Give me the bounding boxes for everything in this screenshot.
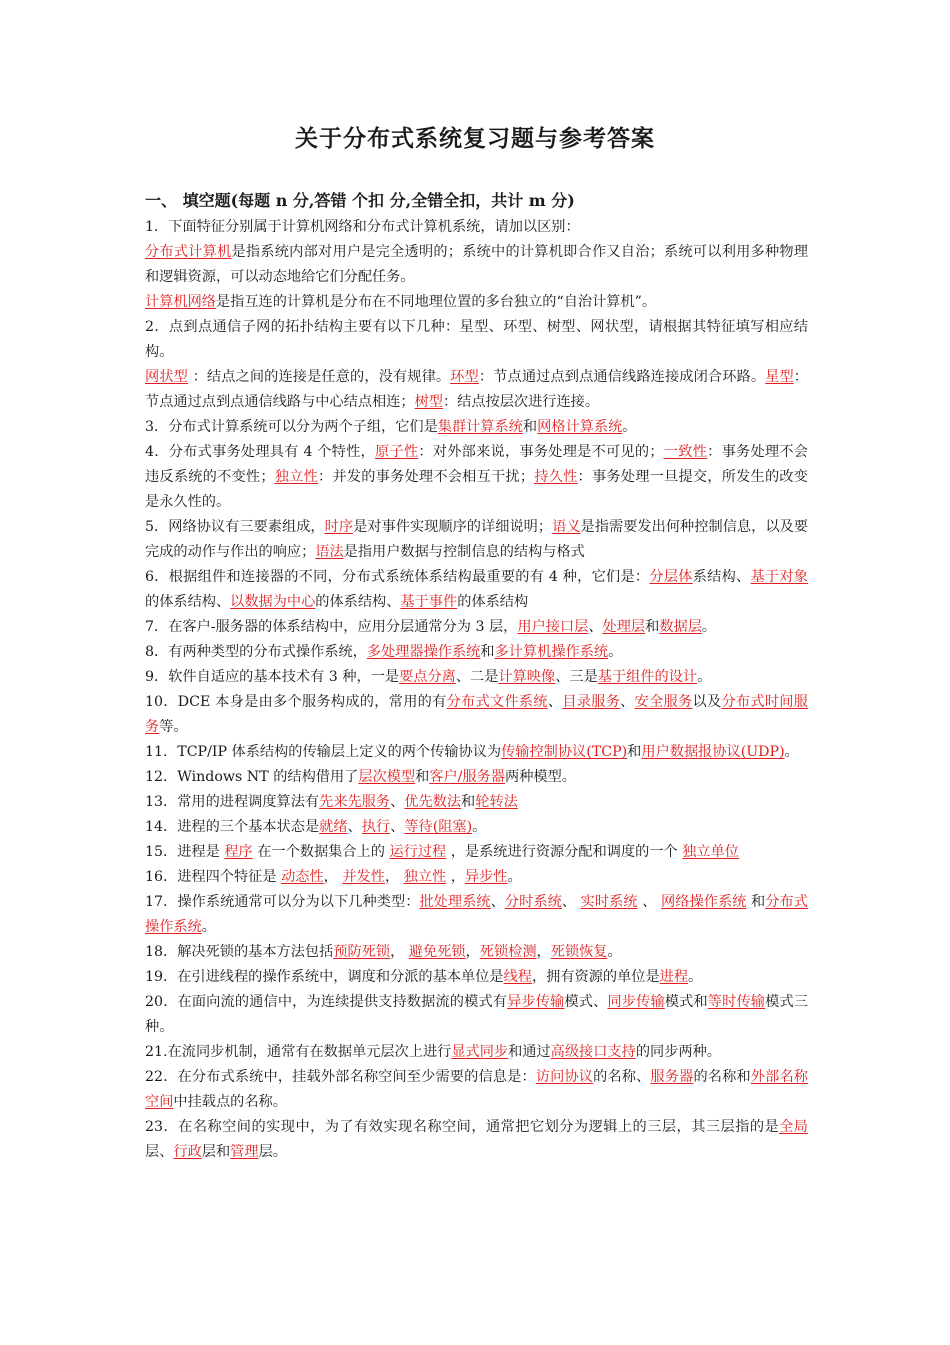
question-item (145, 640, 808, 665)
question-text: 1．下面特征分别属于计算机网络和分布式计算机系统，请加以区别： (145, 219, 580, 235)
question-text: 模式三种。 (145, 994, 808, 1035)
question-text: 是指互连的计算机是分布在不同地理位置的多台独立的“自治计算机”。 (215, 294, 657, 310)
answer-text: 一致性 (663, 444, 708, 460)
question-text: 层。 (258, 1144, 287, 1160)
question-item (145, 440, 808, 515)
answer-text: 多处理器操作系统 (366, 644, 481, 660)
question-text: 20．在面向流的通信中，为连续提供支持数据流的模式有 (145, 994, 508, 1010)
question-text: 是指系统内部对用户是完全透明的；系统中的计算机即合作又自治；系统可以利用多种物理和逻辑资源，可以动态地给它们分配任务。 (145, 244, 808, 285)
question-text: 17．操作系统通常可以分为以下几种类型： (145, 894, 420, 910)
answer-text: 等待(阻塞) (404, 819, 473, 835)
answer-text: 基于事件 (400, 594, 458, 610)
question-text: ，是系统进行资源分配和调度的一个 (446, 844, 683, 860)
question-text: 、 (390, 819, 405, 835)
answer-text: 网状型 (145, 369, 188, 385)
answer-text: 行政 (173, 1144, 202, 1160)
answer-text: 死锁恢复 (550, 944, 608, 960)
answer-text: 预防死锁 (333, 944, 391, 960)
answer-text: 进程 (659, 969, 689, 985)
question-item (145, 415, 808, 440)
answer-text: 显式同步 (451, 1044, 509, 1060)
question-text: 模式和 (664, 994, 708, 1010)
answer-text: 全局 (779, 1119, 808, 1135)
document-title: 关于分布式系统复习题与参考答案 (295, 126, 655, 152)
question-item (145, 315, 808, 365)
question-text: 层、 (145, 1144, 174, 1160)
question-text: 和通过 (508, 1044, 551, 1060)
answer-text: 分时系统 (504, 894, 562, 910)
answer-text: 优先数法 (404, 794, 462, 810)
answer-text: 分布式计算机 (145, 244, 232, 260)
question-item (145, 1040, 808, 1065)
question-item (145, 615, 808, 640)
question-text: 、 (588, 619, 603, 635)
question-text: 。 (697, 669, 712, 685)
answer-text: 基于组件的设计 (597, 669, 698, 685)
answer-text: 同步传输 (607, 994, 665, 1010)
question-text: 13．常用的进程调度算法有 (145, 794, 320, 810)
answer-text: 处理层 (602, 619, 646, 635)
question-text: ， (323, 869, 343, 885)
question-text: 5．网络协议有三要素组成， (145, 519, 325, 535)
question-text: 、二是 (455, 669, 499, 685)
question-item (145, 565, 808, 615)
question-text: ， (384, 869, 404, 885)
answer-text: 计算映像 (498, 669, 556, 685)
question-text: 。 (507, 869, 522, 885)
question-text: 的名称、 (593, 1069, 651, 1085)
question-text: ：节点通过点到点通信线路与中心结点相连； (145, 369, 808, 410)
question-item (145, 215, 808, 240)
answer-text: 管理 (230, 1144, 259, 1160)
answer-text: 分布式文件系统 (446, 694, 548, 710)
question-text: 、 (390, 794, 405, 810)
question-text: 的体系结构、 (315, 594, 401, 610)
question-text: 、 (547, 694, 563, 710)
answer-text: 原子性 (375, 444, 419, 460)
question-text: 层和 (201, 1144, 231, 1160)
question-text: 19．在引进线程的操作系统中，调度和分派的基本单位是 (145, 969, 504, 985)
question-text: ：并发的事务处理不会相互干扰； (318, 469, 535, 485)
question-text: 10．DCE 本身是由多个服务构成的，常用的有 (145, 694, 447, 710)
question-list (145, 215, 808, 1165)
answer-text: 并发性 (342, 869, 385, 885)
answer-text: 实时系统 (580, 894, 638, 910)
question-text: 、 (490, 894, 505, 910)
answer-text: 高级接口支持 (550, 1044, 636, 1060)
question-item (145, 865, 808, 890)
question-item (145, 990, 808, 1040)
question-text: 的名称和 (693, 1069, 751, 1085)
answer-text: 用户数据报协议(UDP) (641, 744, 785, 760)
question-item (145, 740, 808, 765)
answer-text: 网格计算系统 (537, 419, 623, 435)
question-text: 是对事件实现顺序的详细说明； (353, 519, 553, 535)
answer-text: 安全服务 (634, 694, 693, 710)
answer-text: 语法 (315, 544, 344, 560)
answer-text: 访问协议 (535, 1069, 594, 1085)
question-text: 11．TCP/IP 体系结构的传输层上定义的两个传输协议为 (145, 744, 502, 760)
answer-text: 异步传输 (507, 994, 565, 1010)
answer-text: 多计算机操作系统 (494, 644, 609, 660)
answer-text: 先来先服务 (319, 794, 391, 810)
answer-text: 外部名称空间 (145, 1069, 808, 1110)
answer-text: 就绪 (319, 819, 348, 835)
question-text: 和 (415, 769, 430, 785)
question-item (145, 765, 808, 790)
question-item (145, 665, 808, 690)
question-item (145, 965, 808, 990)
question-text: ：结点按层次进行连接。 (442, 394, 600, 410)
answer-text: 分层体 (649, 569, 693, 585)
answer-text: 以数据为中心 (230, 594, 316, 610)
answer-text: 死锁检测 (479, 944, 537, 960)
answer-text: 环型 (450, 369, 479, 385)
question-text: 中挂载点的名称。 (173, 1094, 287, 1110)
question-text: 。 (701, 619, 717, 635)
question-text: 以及 (692, 694, 722, 710)
answer-text: 目录服务 (562, 694, 621, 710)
question-text: 2．点到点通信子网的拓扑结构主要有以下几种：星型、环型、树型、网状型，请根据其特征填写相应结构。 (145, 319, 808, 360)
answer-text: 轮转法 (475, 794, 518, 810)
question-text: 的体系结构 (457, 594, 529, 610)
question-text: 7．在客户-服务器的体系结构中，应用分层通常分为 3 层， (145, 619, 518, 635)
question-text: 。 (688, 969, 703, 985)
question-text: 、 (620, 694, 635, 710)
answer-text: 动态性 (281, 869, 324, 885)
answer-text: 分布式时间服务 (145, 694, 808, 735)
answer-text: 计算机网络 (145, 294, 216, 310)
answer-text: 独立单位 (682, 844, 739, 860)
answer-text: 用户接口层 (517, 619, 589, 635)
question-text: ，拥有资源的单位是 (531, 969, 660, 985)
question-text: 和 (461, 794, 476, 810)
question-item (145, 240, 808, 290)
answer-text: 时序 (324, 519, 354, 535)
question-item (145, 1115, 808, 1165)
question-text: ， (536, 944, 551, 960)
question-text: 和 (746, 894, 766, 910)
question-text: 和 (645, 619, 660, 635)
question-text: 、 (347, 819, 362, 835)
question-text: ， (390, 944, 409, 960)
answer-text: 程序 (224, 844, 253, 860)
question-text: 6．根据组件和连接器的不同，分布式系统体系结构最重要的有 4 种，它们是： (145, 569, 650, 585)
answer-text: 基于对象 (750, 569, 808, 585)
question-text: 21.在流同步机制，通常有在数据单元层次上进行 (145, 1044, 452, 1060)
answer-text: 持久性 (534, 469, 578, 485)
question-text: 16．进程四个特征是 (145, 869, 282, 885)
answer-text: 层次模型 (358, 769, 416, 785)
question-text: ：事务处理不会违反系统的不变性； (145, 444, 808, 485)
question-text: 。 (472, 819, 487, 835)
question-item (145, 890, 808, 940)
question-text: 和 (480, 644, 495, 660)
question-text: 、 (637, 894, 662, 910)
question-text: 。 (784, 744, 799, 760)
question-text: ， (446, 869, 465, 885)
answer-text: 运行过程 (389, 844, 447, 860)
question-item (145, 690, 808, 740)
answer-text: 线程 (503, 969, 532, 985)
question-text: ：结点之间的连接是任意的，没有规律。 (187, 369, 451, 385)
question-text: 14．进程的三个基本状态是 (145, 819, 320, 835)
question-text: 18．解决死锁的基本方法包括 (145, 944, 334, 960)
question-text: 23．在名称空间的实现中，为了有效实现名称空间，通常把它划分为逻辑上的三层，其三层指的是 (145, 1119, 780, 1135)
answer-text: 要点分离 (399, 669, 456, 685)
question-text: 是指需要发出何种控制信息，以及要完成的动作与作出的响应； (145, 519, 808, 560)
answer-text: 语义 (552, 519, 581, 535)
question-text: ：对外部来说，事务处理是不可见的； (418, 444, 664, 460)
answer-text: 网络操作系统 (661, 894, 747, 910)
answer-text: 星型 (765, 369, 794, 385)
answer-text: 集群计算系统 (437, 419, 523, 435)
question-text: 9．软件自适应的基本技术有 3 种，一是 (145, 669, 400, 685)
question-item (145, 815, 808, 840)
answer-text: 分布式操作系统 (145, 894, 808, 935)
question-text: 4．分布式事务处理具有 4 个特性， (145, 444, 375, 460)
question-text: ， (465, 944, 480, 960)
question-item (145, 940, 808, 965)
question-text: 、三是 (555, 669, 598, 685)
question-text: 。 (607, 944, 622, 960)
question-text: 是指用户数据与控制信息的结构与格式 (343, 544, 585, 560)
question-text: 15．进程是 (145, 844, 225, 860)
question-text: 22．在分布式系统中，挂载外部名称空间至少需要的信息是： (145, 1069, 536, 1085)
question-text: 两种模型。 (505, 769, 576, 785)
question-text: 系结构、 (692, 569, 751, 585)
question-text: 12．Windows NT 的结构借用了 (145, 769, 359, 785)
answer-text: 批处理系统 (419, 894, 491, 910)
answer-text: 等时传输 (707, 994, 766, 1010)
question-text: 和 (627, 744, 642, 760)
question-item (145, 1065, 808, 1115)
question-item (145, 290, 808, 315)
question-text: 的同步两种。 (635, 1044, 721, 1060)
question-text: ：事务处理一旦提交，所发生的改变是永久性的。 (145, 469, 808, 510)
answer-text: 数据层 (659, 619, 702, 635)
question-text: 。 (622, 419, 637, 435)
question-text: 、 (561, 894, 581, 910)
question-text: 和 (522, 419, 538, 435)
answer-text: 异步性 (464, 869, 508, 885)
answer-text: 传输控制协议(TCP) (501, 744, 628, 760)
question-text: 的体系结构、 (145, 594, 231, 610)
question-text: 3．分布式计算系统可以分为两个子组，它们是 (145, 419, 438, 435)
answer-text: 服务器 (650, 1069, 694, 1085)
question-item (145, 515, 808, 565)
question-text: 。 (608, 644, 623, 660)
question-text: 等。 (159, 719, 188, 735)
question-item (145, 840, 808, 865)
answer-text: 独立性 (274, 469, 319, 485)
question-text: 在一个数据集合上的 (252, 844, 390, 860)
question-text: ：节点通过点到点通信线路连接成闭合环路。 (478, 369, 766, 385)
question-item (145, 365, 808, 415)
question-text: 。 (201, 919, 216, 935)
question-text: 8．有两种类型的分布式操作系统， (145, 644, 367, 660)
answer-text: 避免死锁 (408, 944, 466, 960)
answer-text: 独立性 (403, 869, 447, 885)
answer-text: 树型 (414, 394, 443, 410)
question-text: 模式、 (564, 994, 608, 1010)
answer-text: 客户/服务器 (429, 769, 506, 785)
question-item (145, 790, 808, 815)
answer-text: 执行 (361, 819, 391, 835)
section-heading: 一、 填空题(每题 n 分,答错 个扣 分,全错全扣，共计 m 分) (145, 191, 575, 210)
